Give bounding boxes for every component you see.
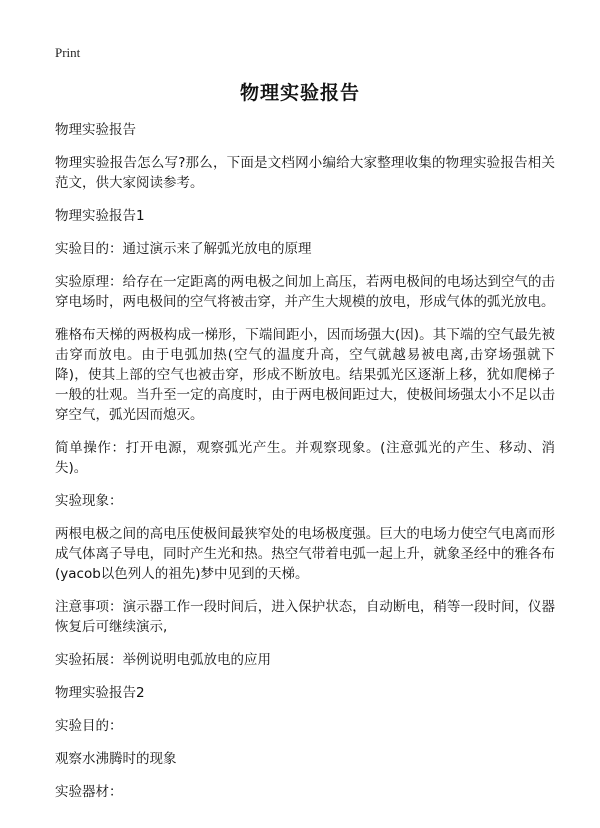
paragraph-intro: 物理实验报告怎么写?那么，下面是文档网小编给大家整理收集的物理实验报告相关范文，供大家阅读参考。: [55, 155, 555, 191]
section-heading-report-2: 物理实验报告2: [55, 685, 145, 701]
paragraph-jacobs-ladder: 雅格布天梯的两极构成一梯形，下端间距小，因而场强大(因)。其下端的空气最先被击穿而放电。由于电弧加热(空气的温度升高，空气就越易被电离,击穿场强就下降)，使其上部的空气也被击穿，形成不断放电。结果弧光区逐渐上移，犹如爬梯子一般的壮观。当升至一定的高度时，由于两电极间距过大，使极间场强太小不足以击穿空气，弧光因而熄灭。: [55, 327, 555, 423]
paragraph-equipment-label: 实验器材：: [55, 784, 123, 800]
document-title: 物理实验报告: [239, 82, 360, 104]
paragraph-operation: 简单操作：打开电源，观察弧光产生。并观察现象。(注意弧光的产生、移动、消失)。: [55, 440, 555, 476]
print-link[interactable]: Print: [55, 45, 81, 60]
paragraph-extension: 实验拓展：举例说明电弧放电的应用: [55, 652, 271, 668]
paragraph-phenomenon: 两根电极之间的高电压使极间最狭窄处的电场极度强。巨大的电场力使空气电离而形成气体离子导电，同时产生光和热。热空气带着电弧一起上升，就象圣经中的雅各布(yacob以色列人的祖先)梦中见到的天梯。: [55, 526, 555, 582]
paragraph-heading: 物理实验报告: [55, 122, 136, 138]
document-body: [55, 120, 555, 815]
paragraph-purpose-2: 观察水沸腾时的现象: [55, 751, 177, 767]
section-heading-report-1: 物理实验报告1: [55, 208, 145, 224]
paragraph-phenomenon-label: 实验现象：: [55, 493, 123, 509]
paragraph-notes: 注意事项：演示器工作一段时间后，进入保护状态，自动断电，稍等一段时间，仪器恢复后可继续演示,: [55, 599, 555, 635]
paragraph-principle: 实验原理：给存在一定距离的两电极之间加上高压，若两电极间的电场达到空气的击穿电场时，两电极间的空气将被击穿，并产生大规模的放电，形成气体的弧光放电。: [55, 274, 555, 310]
paragraph-purpose-2-label: 实验目的：: [55, 718, 123, 734]
paragraph-purpose: 实验目的：通过演示来了解弧光放电的原理: [55, 241, 312, 257]
